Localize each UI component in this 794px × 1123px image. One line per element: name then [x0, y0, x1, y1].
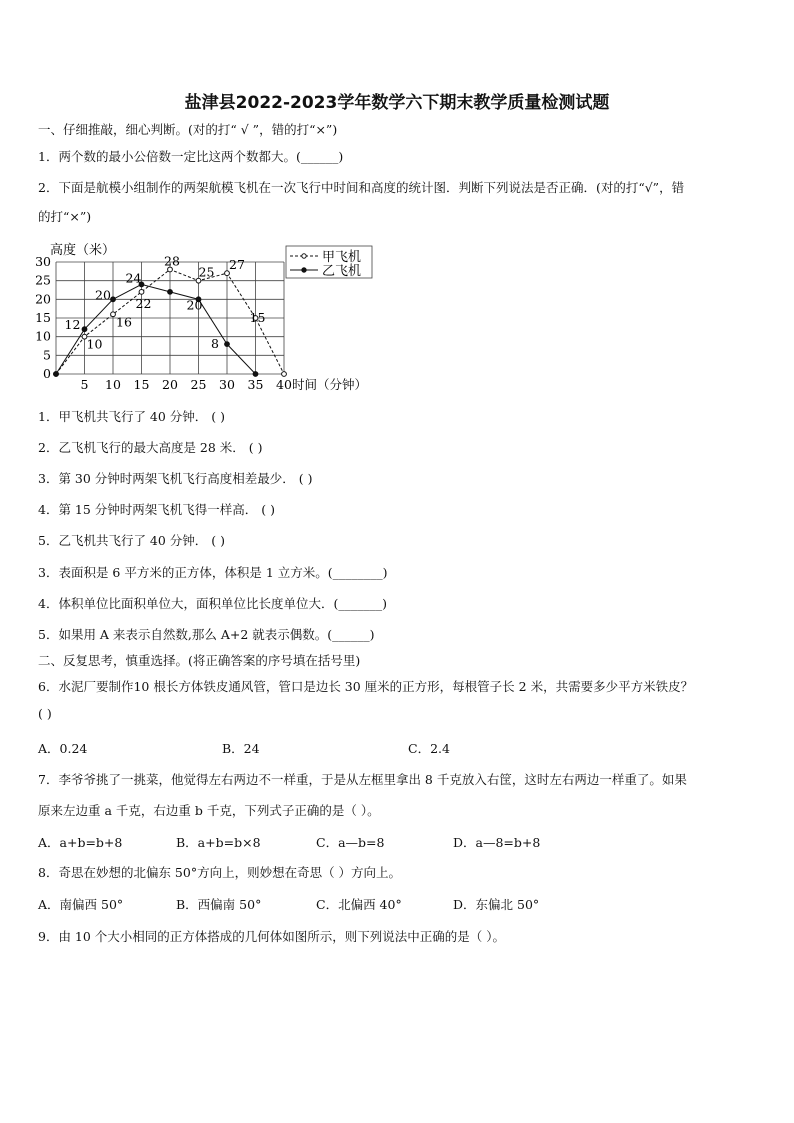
- question-6-line1: 6．水泥厂要制作10 根长方体铁皮通风管，管口是边长 30 厘米的正方形，每根管子长 2 米，共需要多少平方米铁皮？: [38, 679, 694, 694]
- q6-option-a: A．0.24: [38, 741, 88, 756]
- y-tick-label: 30: [35, 254, 51, 269]
- x-tick-label: 35: [247, 377, 264, 392]
- q8-option-b: B．西偏南 50°: [176, 897, 262, 912]
- question-2-line2: 的打“×”): [38, 209, 92, 224]
- question-7-line2: 原来左边重 a 千克，右边重 b 千克，下列式子正确的是（ ）。: [38, 803, 380, 818]
- data-label: 12: [64, 317, 81, 333]
- section1-heading: 一、仔细推敲，细心判断。(对的打“ √ ”，错的打“×”): [38, 122, 338, 137]
- y-axis-title: 高度（米）: [50, 243, 116, 258]
- q7-option-b: B．a+b=b×8: [176, 835, 261, 850]
- q2-subitem-5: 5．乙飞机共飞行了 40 分钟． ( ): [38, 533, 226, 548]
- q8-option-c: C．北偏西 40°: [316, 897, 402, 912]
- q2-subitem-1: 1．甲飞机共飞行了 40 分钟． ( ): [38, 409, 226, 424]
- question-1: 1．两个数的最小公倍数一定比这两个数都大。(______): [38, 149, 344, 164]
- q6-option-b: B．24: [222, 741, 260, 756]
- data-label: 28: [164, 253, 180, 269]
- data-label: 16: [116, 314, 132, 330]
- q2-subitem-4: 4．第 15 分钟时两架飞机飞得一样高． ( ): [38, 502, 276, 517]
- x-tick-label: 25: [190, 377, 207, 392]
- altitude-line-chart: [30, 238, 390, 396]
- data-label: 25: [198, 264, 215, 280]
- data-point: [282, 372, 287, 377]
- question-5: 5．如果用 A 来表示自然数,那么 A+2 就表示偶数。(______): [38, 627, 375, 642]
- data-point: [82, 327, 87, 332]
- x-tick-label: 20: [162, 377, 178, 392]
- data-point: [253, 372, 258, 377]
- question-7-line1: 7．李爷爷挑了一挑菜，他觉得左右两边不一样重，于是从左框里拿出 8 千克放入右筐，这时左右两边一样重了。如果: [38, 772, 687, 787]
- data-point: [111, 312, 116, 317]
- y-tick-label: 0: [43, 366, 51, 381]
- section2-heading: 二、反复思考，慎重选择。(将正确答案的序号填在括号里): [38, 653, 361, 668]
- legend-marker: [302, 254, 306, 258]
- data-label: 20: [95, 287, 111, 303]
- x-tick-label: 5: [80, 377, 89, 392]
- data-point: [111, 297, 116, 302]
- page-title: 盐津县2022-2023学年数学六下期末教学质量检测试题: [184, 93, 610, 113]
- q2-subitem-2: 2．乙飞机飞行的最大高度是 28 米． ( ): [38, 440, 263, 455]
- q7-option-c: C．a—b=8: [316, 835, 385, 850]
- legend-label: 乙飞机: [322, 264, 362, 279]
- question-6-line2: ( ): [38, 706, 52, 721]
- data-point: [54, 372, 59, 377]
- x-tick-label: 10: [105, 377, 121, 392]
- question-2-line1: 2．下面是航模小组制作的两架航模飞机在一次飞行中时间和高度的统计图．判断下列说法是否正确．(对的打“√”，错: [38, 180, 685, 195]
- legend-marker: [302, 268, 306, 272]
- question-9: 9．由 10 个大小相同的正方体搭成的几何体如图所示，则下列说法中正确的是（ ）。: [38, 929, 506, 944]
- data-point: [168, 289, 173, 294]
- data-label: 15: [249, 310, 266, 325]
- q7-option-a: A．a+b=b+8: [38, 835, 123, 850]
- data-label: 27: [229, 257, 245, 273]
- data-point: [139, 289, 144, 294]
- question-8: 8．奇思在妙想的北偏东 50°方向上，则妙想在奇思（ ）方向上。: [38, 865, 402, 880]
- data-label: 24: [125, 270, 142, 286]
- q7-option-d: D．a—8=b+8: [453, 835, 541, 850]
- x-tick-label: 30: [219, 377, 235, 392]
- data-label: 20: [186, 297, 203, 313]
- data-label: 8: [211, 336, 219, 352]
- q8-option-d: D．东偏北 50°: [453, 897, 540, 912]
- y-tick-label: 10: [35, 328, 51, 344]
- x-tick-label: 40: [276, 377, 292, 392]
- y-tick-label: 15: [35, 310, 51, 325]
- data-label: 10: [86, 336, 103, 352]
- q6-option-c: C．2.4: [408, 741, 450, 756]
- question-3: 3．表面积是 6 平方米的正方体，体积是 1 立方米。(________): [38, 565, 388, 580]
- y-tick-label: 5: [43, 347, 51, 363]
- y-tick-label: 25: [35, 272, 51, 288]
- data-point: [225, 342, 230, 347]
- y-tick-label: 20: [35, 291, 51, 307]
- data-label: 22: [135, 295, 152, 311]
- x-tick-label: 15: [133, 377, 150, 392]
- legend-label: 甲飞机: [322, 250, 362, 265]
- question-4: 4．体积单位比面积单位大，面积单位比长度单位大．(_______): [38, 596, 387, 611]
- x-axis-title: 时间（分钟）: [292, 377, 368, 392]
- q2-subitem-3: 3．第 30 分钟时两架飞机飞行高度相差最少． ( ): [38, 471, 313, 486]
- q8-option-a: A．南偏西 50°: [38, 897, 124, 912]
